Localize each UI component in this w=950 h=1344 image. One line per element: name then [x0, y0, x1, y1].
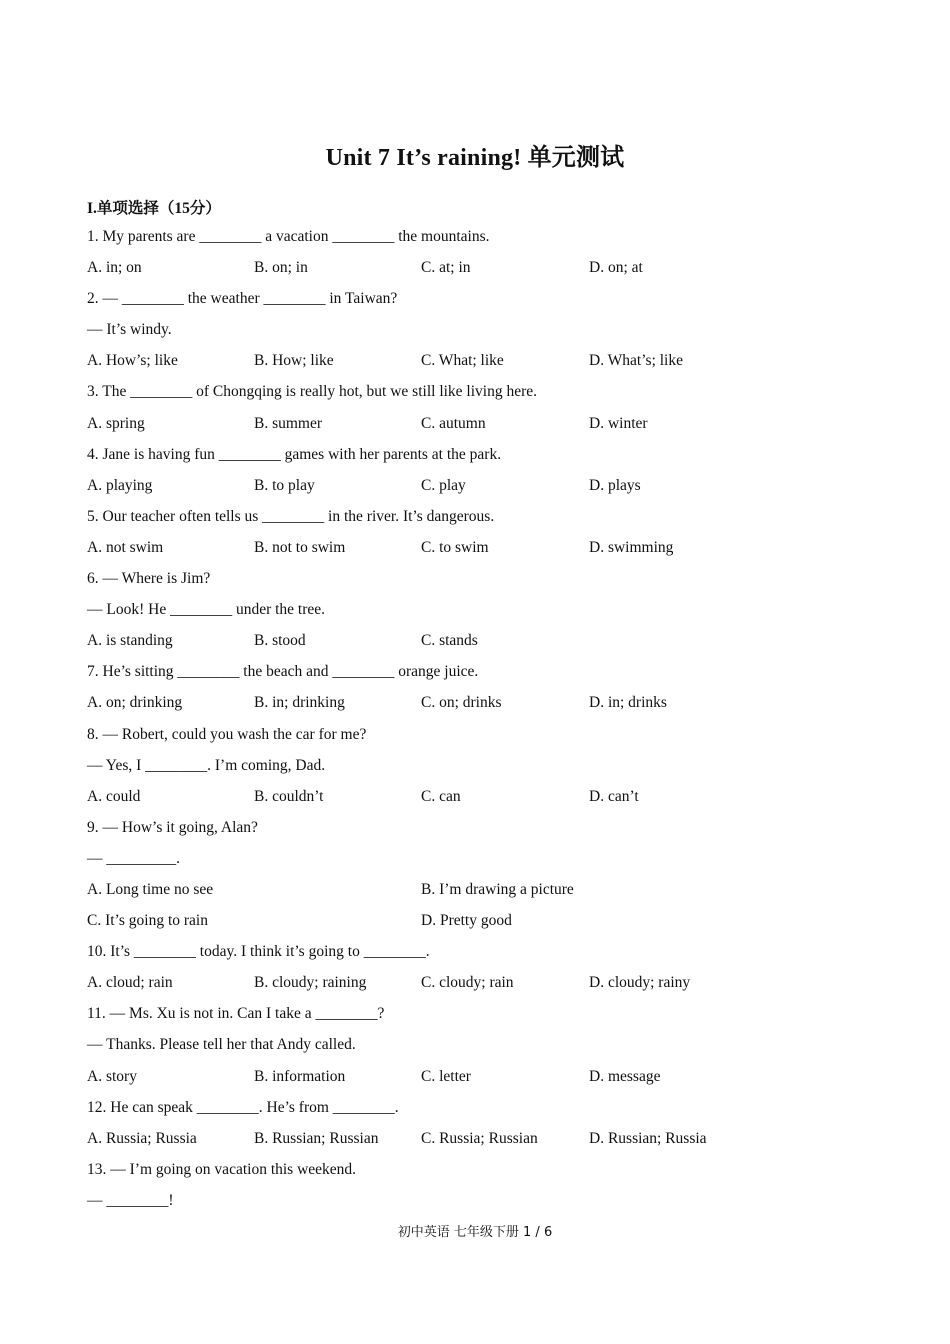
section-heading: I.单项选择（15分）	[87, 200, 221, 217]
options-row	[87, 1127, 887, 1158]
answer-option: C. can	[421, 787, 461, 805]
answer-option: C. letter	[421, 1067, 471, 1085]
answer-option: B. on; in	[254, 259, 308, 277]
answer-option: D. in; drinks	[589, 694, 667, 712]
options-row	[87, 629, 887, 660]
question-line: — ________!	[87, 1191, 174, 1209]
question-line: — _________.	[87, 849, 180, 867]
options-row	[87, 536, 887, 567]
question-line: 12. He can speak ________. He’s from ________.	[87, 1098, 399, 1116]
answer-option: C. It’s going to rain	[87, 912, 208, 930]
question-line: 13. — I’m going on vacation this weekend.	[87, 1160, 357, 1178]
answer-option: C. on; drinks	[421, 694, 502, 712]
answer-option: C. stands	[421, 632, 478, 650]
question-line: — Yes, I ________. I’m coming, Dad.	[87, 756, 326, 774]
answer-option: D. message	[589, 1067, 661, 1085]
answer-option: A. could	[87, 787, 141, 805]
answer-option: A. Long time no see	[87, 880, 214, 898]
answer-option: C. play	[421, 476, 466, 494]
answer-option: A. spring	[87, 414, 145, 432]
answer-option: A. in; on	[87, 259, 142, 277]
answer-option: C. to swim	[421, 538, 489, 556]
question-line: 2. — ________ the weather ________ in Taiwan?	[87, 290, 398, 308]
question-line: 7. He’s sitting ________ the beach and ________ orange juice.	[87, 663, 479, 681]
answer-option: A. Russia; Russia	[87, 1129, 197, 1147]
question-line: 11. — Ms. Xu is not in. Can I take a ________?	[87, 1005, 385, 1023]
options-row	[87, 691, 887, 722]
answer-option: C. autumn	[421, 414, 486, 432]
answer-option: B. to play	[254, 476, 315, 494]
question-line: 4. Jane is having fun ________ games with her parents at the park.	[87, 445, 502, 463]
question-line: 8. — Robert, could you wash the car for me?	[87, 725, 367, 743]
answer-option: D. plays	[589, 476, 641, 494]
answer-option: A. story	[87, 1067, 137, 1085]
options-row	[87, 909, 887, 940]
answer-option: A. How’s; like	[87, 352, 178, 370]
answer-option: B. information	[254, 1067, 346, 1085]
question-line: 9. — How’s it going, Alan?	[87, 818, 258, 836]
answer-option: A. is standing	[87, 632, 173, 650]
answer-option: C. cloudy; rain	[421, 974, 514, 992]
answer-option: C. What; like	[421, 352, 504, 370]
question-line: 3. The ________ of Chongqing is really hot, but we still like living here.	[87, 383, 538, 401]
options-row	[87, 349, 887, 380]
page-footer: 初中英语 七年级下册 1 / 6	[397, 1225, 553, 1240]
answer-option: D. on; at	[589, 259, 643, 277]
answer-option: A. playing	[87, 476, 153, 494]
answer-option: D. Russian; Russia	[589, 1129, 707, 1147]
answer-option: B. summer	[254, 414, 323, 432]
question-list	[87, 225, 887, 1220]
question-line: 6. — Where is Jim?	[87, 570, 211, 588]
question-line: — Thanks. Please tell her that Andy called.	[87, 1036, 356, 1054]
answer-option: D. Pretty good	[421, 912, 512, 930]
question-line: 5. Our teacher often tells us ________ in the river. It’s dangerous.	[87, 507, 495, 525]
answer-option: B. I’m drawing a picture	[421, 880, 574, 898]
question-line: 10. It’s ________ today. I think it’s going to ________.	[87, 943, 430, 961]
options-row	[87, 474, 887, 505]
options-row	[87, 785, 887, 816]
answer-option: B. couldn’t	[254, 787, 324, 805]
options-row	[87, 256, 887, 287]
answer-option: C. Russia; Russian	[421, 1129, 538, 1147]
answer-option: D. winter	[589, 414, 648, 432]
question-line: 1. My parents are ________ a vacation ________ the mountains.	[87, 228, 490, 245]
answer-option: A. on; drinking	[87, 694, 183, 712]
answer-option: A. not swim	[87, 538, 164, 556]
answer-option: B. stood	[254, 632, 306, 650]
answer-option: D. What’s; like	[589, 352, 683, 370]
answer-option: B. cloudy; raining	[254, 974, 367, 992]
options-row	[87, 971, 887, 1002]
answer-option: B. How; like	[254, 352, 334, 370]
options-row	[87, 412, 887, 443]
answer-option: B. not to swim	[254, 538, 346, 556]
question-line: — It’s windy.	[87, 321, 172, 339]
options-row	[87, 1065, 887, 1096]
answer-option: D. can’t	[589, 787, 639, 805]
options-row	[87, 878, 887, 909]
page-title: Unit 7 It’s raining! 单元测试	[325, 145, 625, 171]
answer-option: B. in; drinking	[254, 694, 345, 712]
answer-option: C. at; in	[421, 259, 471, 277]
answer-option: D. cloudy; rainy	[589, 974, 691, 992]
answer-option: B. Russian; Russian	[254, 1129, 379, 1147]
answer-option: D. swimming	[589, 538, 674, 556]
question-line: — Look! He ________ under the tree.	[87, 601, 326, 619]
answer-option: A. cloud; rain	[87, 974, 173, 992]
